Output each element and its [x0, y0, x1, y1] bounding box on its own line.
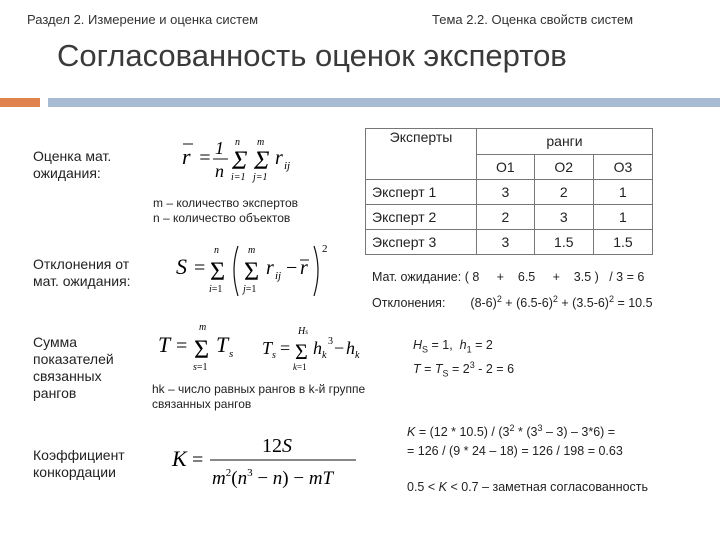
svg-text:Σ: Σ	[244, 257, 260, 286]
table-header-row	[366, 129, 653, 155]
svg-text:s: s	[272, 350, 276, 361]
svg-text:r: r	[300, 257, 308, 279]
rank-cell: 3	[477, 230, 535, 255]
expert-name: Эксперт 3	[366, 230, 477, 255]
svg-text:=: =	[280, 338, 291, 358]
rank-cell: 3	[534, 205, 593, 230]
svg-text:m: m	[199, 322, 207, 333]
calc-t: $T = T_S = 2^3 - 2 = 6$	[413, 360, 515, 379]
header-object: O1	[477, 154, 535, 180]
header-ranks: ранги	[477, 129, 653, 155]
svg-text:k: k	[322, 350, 327, 361]
rank-cell: 1.5	[593, 230, 652, 255]
label-mean: Оценка мат. ожидания:	[33, 148, 112, 181]
formula-t	[156, 318, 251, 383]
svg-text:m: m	[248, 245, 256, 256]
table-row	[366, 180, 653, 205]
svg-text:k=1: k=1	[293, 362, 307, 372]
rank-cell: 1.5	[534, 230, 593, 255]
header-object: O3	[593, 154, 652, 180]
expert-name: Эксперт 2	[366, 205, 477, 230]
note-hk: hk – число равных рангов в k-й группе связанных рангов	[152, 382, 366, 411]
svg-text:2: 2	[322, 243, 328, 255]
accent-bar	[0, 98, 40, 107]
header-experts: Эксперты	[366, 129, 477, 180]
title-band	[48, 98, 720, 107]
calc-mean-label: Мат. ожидание:	[372, 270, 462, 284]
svg-text:−: −	[286, 257, 298, 279]
svg-text:n: n	[215, 161, 224, 181]
svg-text:K: K	[172, 446, 187, 471]
svg-text:h: h	[346, 338, 355, 358]
svg-text:=: =	[194, 257, 206, 279]
formula-s	[174, 238, 334, 307]
svg-text:j=1: j=1	[243, 284, 257, 295]
svg-text:=: =	[198, 147, 212, 169]
calc-k-line2: = 126 / (9 * 24 – 18) = 126 / 198 = 0.63	[407, 444, 623, 458]
svg-text:s: s	[229, 348, 234, 360]
svg-text:ij: ij	[275, 270, 282, 282]
svg-text:Σ: Σ	[210, 257, 226, 286]
table-row	[366, 230, 653, 255]
svg-text:m: m	[257, 137, 265, 148]
rank-cell: 1	[593, 180, 652, 205]
svg-text:n: n	[214, 245, 219, 256]
calc-conclusion: 0.5 < K < 0.7 – заметная согласованность	[407, 480, 649, 494]
svg-text:T: T	[216, 332, 229, 357]
formula-k	[170, 428, 360, 497]
section-header: Раздел 2. Измерение и оценка систем	[27, 12, 259, 27]
svg-text:1: 1	[215, 138, 224, 158]
svg-text:Hs: Hs	[298, 326, 308, 337]
formula-ts	[260, 322, 370, 381]
formula-t-graphic	[156, 318, 251, 378]
svg-text:3: 3	[328, 336, 333, 347]
calc-k-line1: $K = (12 * 10.5) / (3^2 * (3^3 - 3) - 3*6)$ =	[407, 423, 616, 440]
label-sum-linked-ranks: Сумма показателей связанных рангов	[33, 334, 114, 401]
formula-s-graphic	[174, 238, 334, 302]
svg-text:i=1: i=1	[209, 284, 223, 295]
svg-text:Σ: Σ	[232, 146, 248, 175]
calc-deviation-expr: $(8-6)^2 + (6.5-6)^2 + (3.5-6)^2 = 10.5$	[470, 294, 653, 311]
page-title: Согласованность оценок экспертов	[57, 38, 567, 73]
rank-cell: 2	[477, 205, 535, 230]
svg-text:s=1: s=1	[193, 362, 208, 373]
formula-ts-graphic	[260, 322, 370, 376]
svg-text:=: =	[192, 449, 204, 471]
svg-text:Σ: Σ	[194, 335, 210, 364]
svg-text:=: =	[176, 335, 188, 357]
svg-text:i=1: i=1	[231, 172, 246, 183]
calc-mean-expr: ( 8 + 6.5 + 3.5 ) / 3 = 6	[464, 270, 645, 284]
svg-text:j=1: j=1	[253, 172, 268, 183]
svg-text:T: T	[262, 338, 273, 358]
note-m: m – количество экспертов	[153, 196, 299, 210]
formula-mean	[178, 132, 303, 184]
svg-text:S: S	[176, 254, 187, 279]
formula-k-graphic	[170, 428, 360, 492]
svg-text:r: r	[275, 147, 283, 169]
svg-text:−: −	[334, 338, 345, 358]
svg-text:h: h	[313, 338, 322, 358]
label-deviation: Отклонения от мат. ожидания:	[33, 256, 131, 289]
topic-header: Тема 2.2. Оценка свойств систем	[432, 12, 634, 27]
experts-table	[365, 128, 653, 255]
calc-mean	[372, 270, 644, 284]
label-concordance: Коэффициент конкордации	[33, 447, 125, 480]
svg-text:r: r	[266, 257, 274, 279]
svg-text:T: T	[158, 332, 171, 357]
table-row	[366, 205, 653, 230]
expert-name: Эксперт 1	[366, 180, 477, 205]
calc-deviation	[372, 294, 653, 310]
formula-mean-graphic	[178, 132, 303, 184]
rank-cell: 1	[593, 205, 652, 230]
svg-text:m2(n3 − n) − mT: $m^2(n^3 - n)$ − mT	[212, 467, 334, 489]
rank-cell: 3	[477, 180, 535, 205]
svg-text:Σ: Σ	[254, 146, 270, 175]
svg-text:ij: ij	[284, 160, 291, 172]
rank-cell: 2	[534, 180, 593, 205]
svg-text:k: k	[355, 350, 360, 361]
calc-deviation-label: Отклонения:	[372, 296, 446, 311]
svg-text:12S: 12S	[262, 435, 292, 457]
calc-hs: $H_S = 1$, $h_1 = 2$	[413, 338, 493, 355]
header-object: O2	[534, 154, 593, 180]
svg-text:Σ: Σ	[295, 339, 308, 364]
note-n: n – количество объектов	[153, 211, 291, 225]
svg-text:n: n	[235, 137, 240, 148]
svg-text:r: r	[182, 144, 191, 169]
